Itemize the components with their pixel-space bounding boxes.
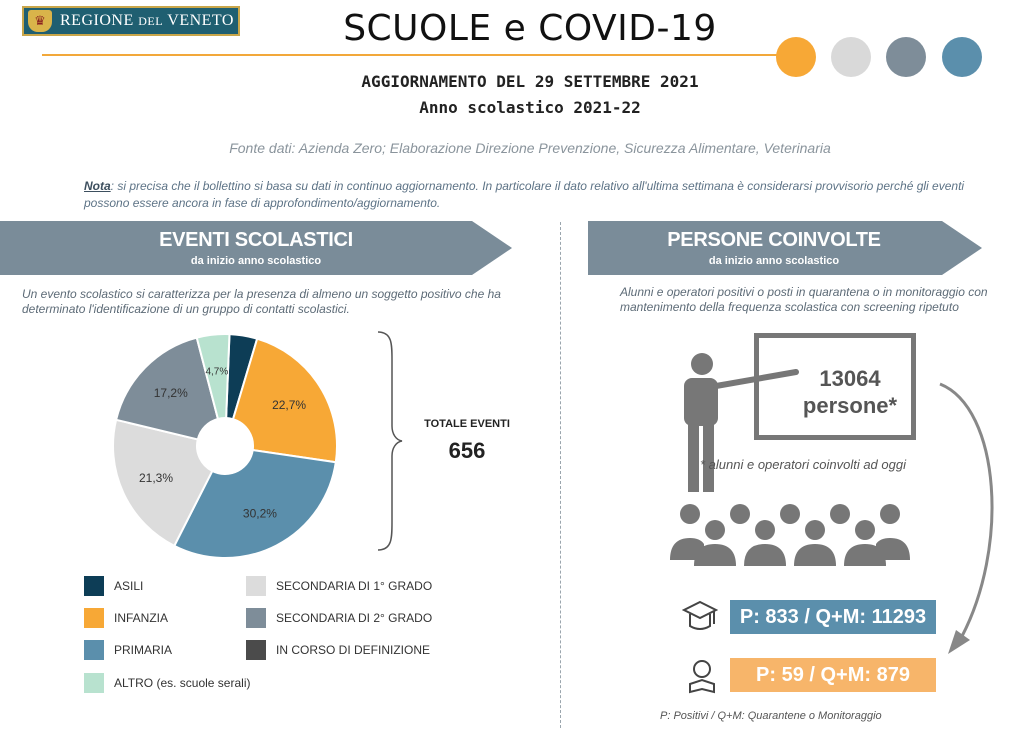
legend-item-asili bbox=[84, 576, 143, 596]
legend-item-infanzia bbox=[84, 608, 168, 628]
legend-item-altro bbox=[84, 673, 250, 693]
legend-footnote: P: Positivi / Q+M: Quarantene o Monitoraggio bbox=[660, 710, 882, 722]
legend-label: SECONDARIA DI 2° GRADO bbox=[276, 611, 433, 625]
persone-description: Alunni e operatori positivi o posti in quarantena o in monitoraggio con mantenimento della frequenza scolastica con screening ripetuto bbox=[620, 285, 988, 314]
persons-note: * alunni e operatori coinvolti ad oggi bbox=[700, 457, 906, 472]
banner-persone-subtitle: da inizio anno scolastico bbox=[708, 255, 840, 267]
note bbox=[84, 178, 984, 212]
banner-eventi bbox=[0, 221, 512, 275]
pie-label-secondaria-di-1-grado: 21,3% bbox=[138, 470, 174, 485]
banner-persone bbox=[588, 221, 982, 275]
legend-swatch bbox=[84, 673, 104, 693]
teacher-reading-icon bbox=[684, 658, 720, 694]
logo-word-veneto: VENETO bbox=[167, 12, 234, 29]
page-title: SCUOLE e COVID-19 bbox=[343, 8, 717, 49]
legend-item-secondaria-2 bbox=[246, 608, 432, 628]
pie-label-infanzia: 22,7% bbox=[272, 398, 307, 413]
update-date: AGGIORNAMENTO DEL 29 SETTEMBRE 2021 bbox=[361, 72, 699, 91]
decor-dot-orange bbox=[776, 37, 816, 77]
total-events-value: 656 bbox=[448, 438, 486, 463]
legend-item-primaria bbox=[84, 640, 172, 660]
graduation-cap-icon bbox=[682, 600, 718, 640]
persons-unit: persone* bbox=[802, 393, 898, 418]
legend-swatch bbox=[246, 640, 266, 660]
legend-swatch bbox=[84, 576, 104, 596]
students-badge: P: 833 / Q+M: 11293 bbox=[730, 600, 936, 634]
lion-crest-icon: ♛ bbox=[28, 10, 52, 32]
legend-item-secondaria-1 bbox=[246, 576, 432, 596]
legend-label: PRIMARIA bbox=[114, 643, 173, 657]
staff-badge: P: 59 / Q+M: 879 bbox=[730, 658, 936, 692]
pie-label-altro-es-scuole-serali-: 4,7% bbox=[205, 366, 229, 378]
legend-label: ASILI bbox=[114, 579, 144, 593]
decor-dot-gray bbox=[886, 37, 926, 77]
title-underline bbox=[42, 54, 798, 56]
legend-label: IN CORSO DI DEFINIZIONE bbox=[276, 643, 431, 657]
legend-swatch bbox=[246, 608, 266, 628]
decor-dot-lightgray bbox=[831, 37, 871, 77]
events-donut-chart bbox=[100, 325, 350, 575]
note-text: : si precisa che il bollettino si basa su dati in continuo aggiornamento. In particolare il dato relativo all'ultima settimana è considerarsi provvisorio perché gli eventi possono essere ancora in fase di approfondimento/aggiornamento. bbox=[84, 179, 965, 210]
legend-swatch bbox=[246, 576, 266, 596]
legend-label: ALTRO (es. scuole serali) bbox=[114, 676, 251, 690]
data-source: Fonte dati: Azienda Zero; Elaborazione Direzione Prevenzione, Sicurezza Alimentare, Veterinaria bbox=[229, 140, 831, 156]
section-divider bbox=[560, 222, 561, 728]
legend-label: INFANZIA bbox=[114, 611, 169, 625]
total-brace bbox=[374, 330, 404, 552]
legend-label: SECONDARIA DI 1° GRADO bbox=[276, 579, 433, 593]
total-events-label: TOTALE EVENTI bbox=[424, 418, 510, 430]
decor-dot-blue bbox=[942, 37, 982, 77]
banner-persone-title: PERSONE COINVOLTE bbox=[667, 229, 881, 251]
logo bbox=[22, 6, 240, 36]
students-group-icon bbox=[668, 500, 918, 568]
logo-word-del: DEL bbox=[138, 14, 164, 28]
logo-word-region: REGIONE bbox=[60, 12, 134, 29]
pie-label-secondaria-di-2-grado: 17,2% bbox=[153, 385, 188, 400]
note-label: Nota bbox=[84, 179, 111, 193]
curved-arrow-icon bbox=[930, 378, 1010, 662]
logo-text bbox=[60, 12, 234, 30]
persons-count: 13064 bbox=[819, 366, 881, 391]
legend-swatch bbox=[84, 640, 104, 660]
eventi-description: Un evento scolastico si caratterizza per la presenza di almeno un soggetto positivo che ha determinato l'identificazione di un gruppo di contatti scolastici. bbox=[22, 287, 501, 316]
legend-item-in-definizione bbox=[246, 640, 430, 660]
banner-eventi-title: EVENTI SCOLASTICI bbox=[159, 229, 353, 251]
pie-label-primaria: 30,2% bbox=[242, 506, 277, 521]
legend-swatch bbox=[84, 608, 104, 628]
school-year: Anno scolastico 2021-22 bbox=[419, 98, 641, 117]
banner-eventi-subtitle: da inizio anno scolastico bbox=[190, 255, 322, 267]
